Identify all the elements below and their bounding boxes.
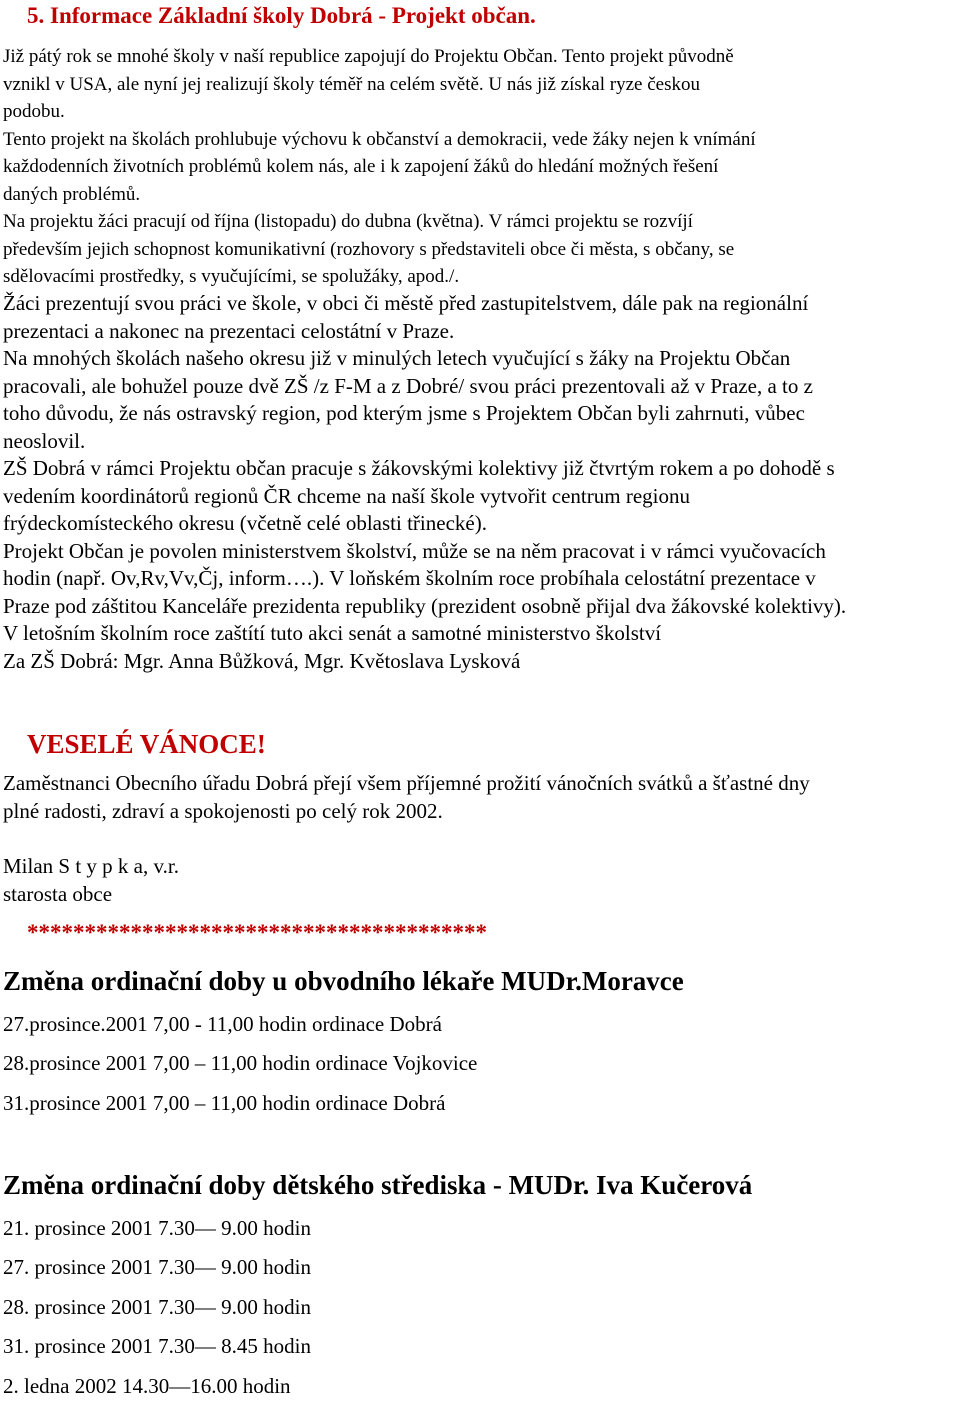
text-line: podobu. [3,101,65,122]
section5-intro [3,43,960,291]
text-line: Žáci prezentují svou práci ve škole, v obci či městě před zastupitelstvem, dále pak na regionální [3,291,809,315]
christmas-message [3,770,960,825]
text-line: Zaměstnanci Obecního úřadu Dobrá přejí všem příjemné prožití vánočních svátků a šťastné dny [3,771,810,795]
text-line: Za ZŠ Dobrá: Mgr. Anna Bůžková, Mgr. Květoslava Lysková [3,648,521,673]
christmas-heading: VESELÉ VÁNOCE! [27,729,266,759]
text-line: Praze pod záštitou Kanceláře prezidenta republiky (prezident osobně přijal dva žákovské kolektivy). [3,593,847,618]
schedule-row: 21. prosince 2001 7.30— 9.00 hodin [3,1216,311,1240]
separator: **************************************** [27,920,487,945]
text-line: Projekt Občan je povolen ministerstvem školství, může se na něm pracovat i v rámci vyučovacích [3,538,826,563]
moravec-schedule [3,1005,960,1123]
schedule-row: 27.prosince.2001 7,00 - 11,00 hodin ordinace Dobrá [3,1012,442,1036]
text-line: pracovali, ale bohužel pouze dvě ZŠ /z F-M a z Dobré/ svou práci prezentovali až v Praze, a to z [3,373,813,398]
text-line: každodenních životních problémů kolem nás, ale i k zapojení žáků do hledání možných řešení [3,156,719,177]
text-line: vedením koordinátorů regionů ČR chceme na naší škole vytvořit centrum regionu [3,483,690,508]
text-line: vznikl v USA, ale nyní jej realizují školy téměř na celém světě. U nás již získal ryze českou [3,73,700,95]
signature [3,853,960,908]
text-line: sdělovacími prostředky, s vyučujícími, se spolužáky, apod./. [3,266,460,287]
text-line: plné radosti, zdraví a spokojenosti po celý rok 2002. [3,798,443,823]
text-line: prezentaci a nakonec na prezentaci celostátní v Praze. [3,318,455,343]
schedule-row: 28.prosince 2001 7,00 – 11,00 hodin ordinace Vojkovice [3,1051,478,1076]
text-line: Již pátý rok se mnohé školy v naší republice zapojují do Projektu Občan. Tento projekt původně [3,46,734,67]
schedule-row: 28. prosince 2001 7.30— 9.00 hodin [3,1294,311,1319]
signature-name: Milan S t y p k a, v.r. [3,854,179,878]
schedule-row: 27. prosince 2001 7.30— 9.00 hodin [3,1255,311,1280]
text-line: Tento projekt na školách prohlubuje výchovu k občanství a demokracii, vede žáky nejen k vnímání [3,128,756,150]
schedule-row: 31. prosince 2001 7.30— 8.45 hodin [3,1334,311,1359]
kucerova-heading: Změna ordinační doby dětského střediska - MUDr. Iva Kučerová [3,1170,753,1200]
schedule-row: 2. ledna 2002 14.30—16.00 hodin [3,1373,291,1398]
text-line: daných problémů. [3,183,141,205]
text-line: neoslovil. [3,428,86,453]
text-line: toho důvodu, že nás ostravský region, pod kterým jsme s Projektem Občan byli zahrnuti, vůbec [3,401,805,425]
signature-role: starosta obce [3,881,113,906]
text-line: hodin (např. Ov,Rv,Vv,Čj, inform….). V loňském školním roce probíhala celostátní prezentace v [3,566,816,590]
section5-body [3,290,960,675]
text-line: Na projektu žáci pracují od října (listopadu) do dubna (května). V rámci projektu se rozvíjí [3,211,693,232]
text-line: V letošním školním roce zaštítí tuto akci senát a samotné ministerstvo školství [3,621,662,645]
schedule-row: 31.prosince 2001 7,00 – 11,00 hodin ordinace Dobrá [3,1090,446,1115]
text-line: ZŠ Dobrá v rámci Projektu občan pracuje s žákovskými kolektivy již čtvrtým rokem a po dohodě s [3,456,835,480]
moravec-heading: Změna ordinační doby u obvodního lékaře MUDr.Moravce [3,966,684,996]
text-line: především jejich schopnost komunikativní (rozhovory s představiteli obce či města, s občany, se [3,238,735,260]
text-line: frýdeckomísteckého okresu (včetně celé oblasti třinecké). [3,511,487,535]
kucerova-schedule [3,1209,960,1406]
text-line: Na mnohých školách našeho okresu již v minulých letech vyučující s žáky na Projektu Občan [3,346,791,370]
section5-heading: 5. Informace Základní školy Dobrá - Projekt občan. [27,3,536,28]
